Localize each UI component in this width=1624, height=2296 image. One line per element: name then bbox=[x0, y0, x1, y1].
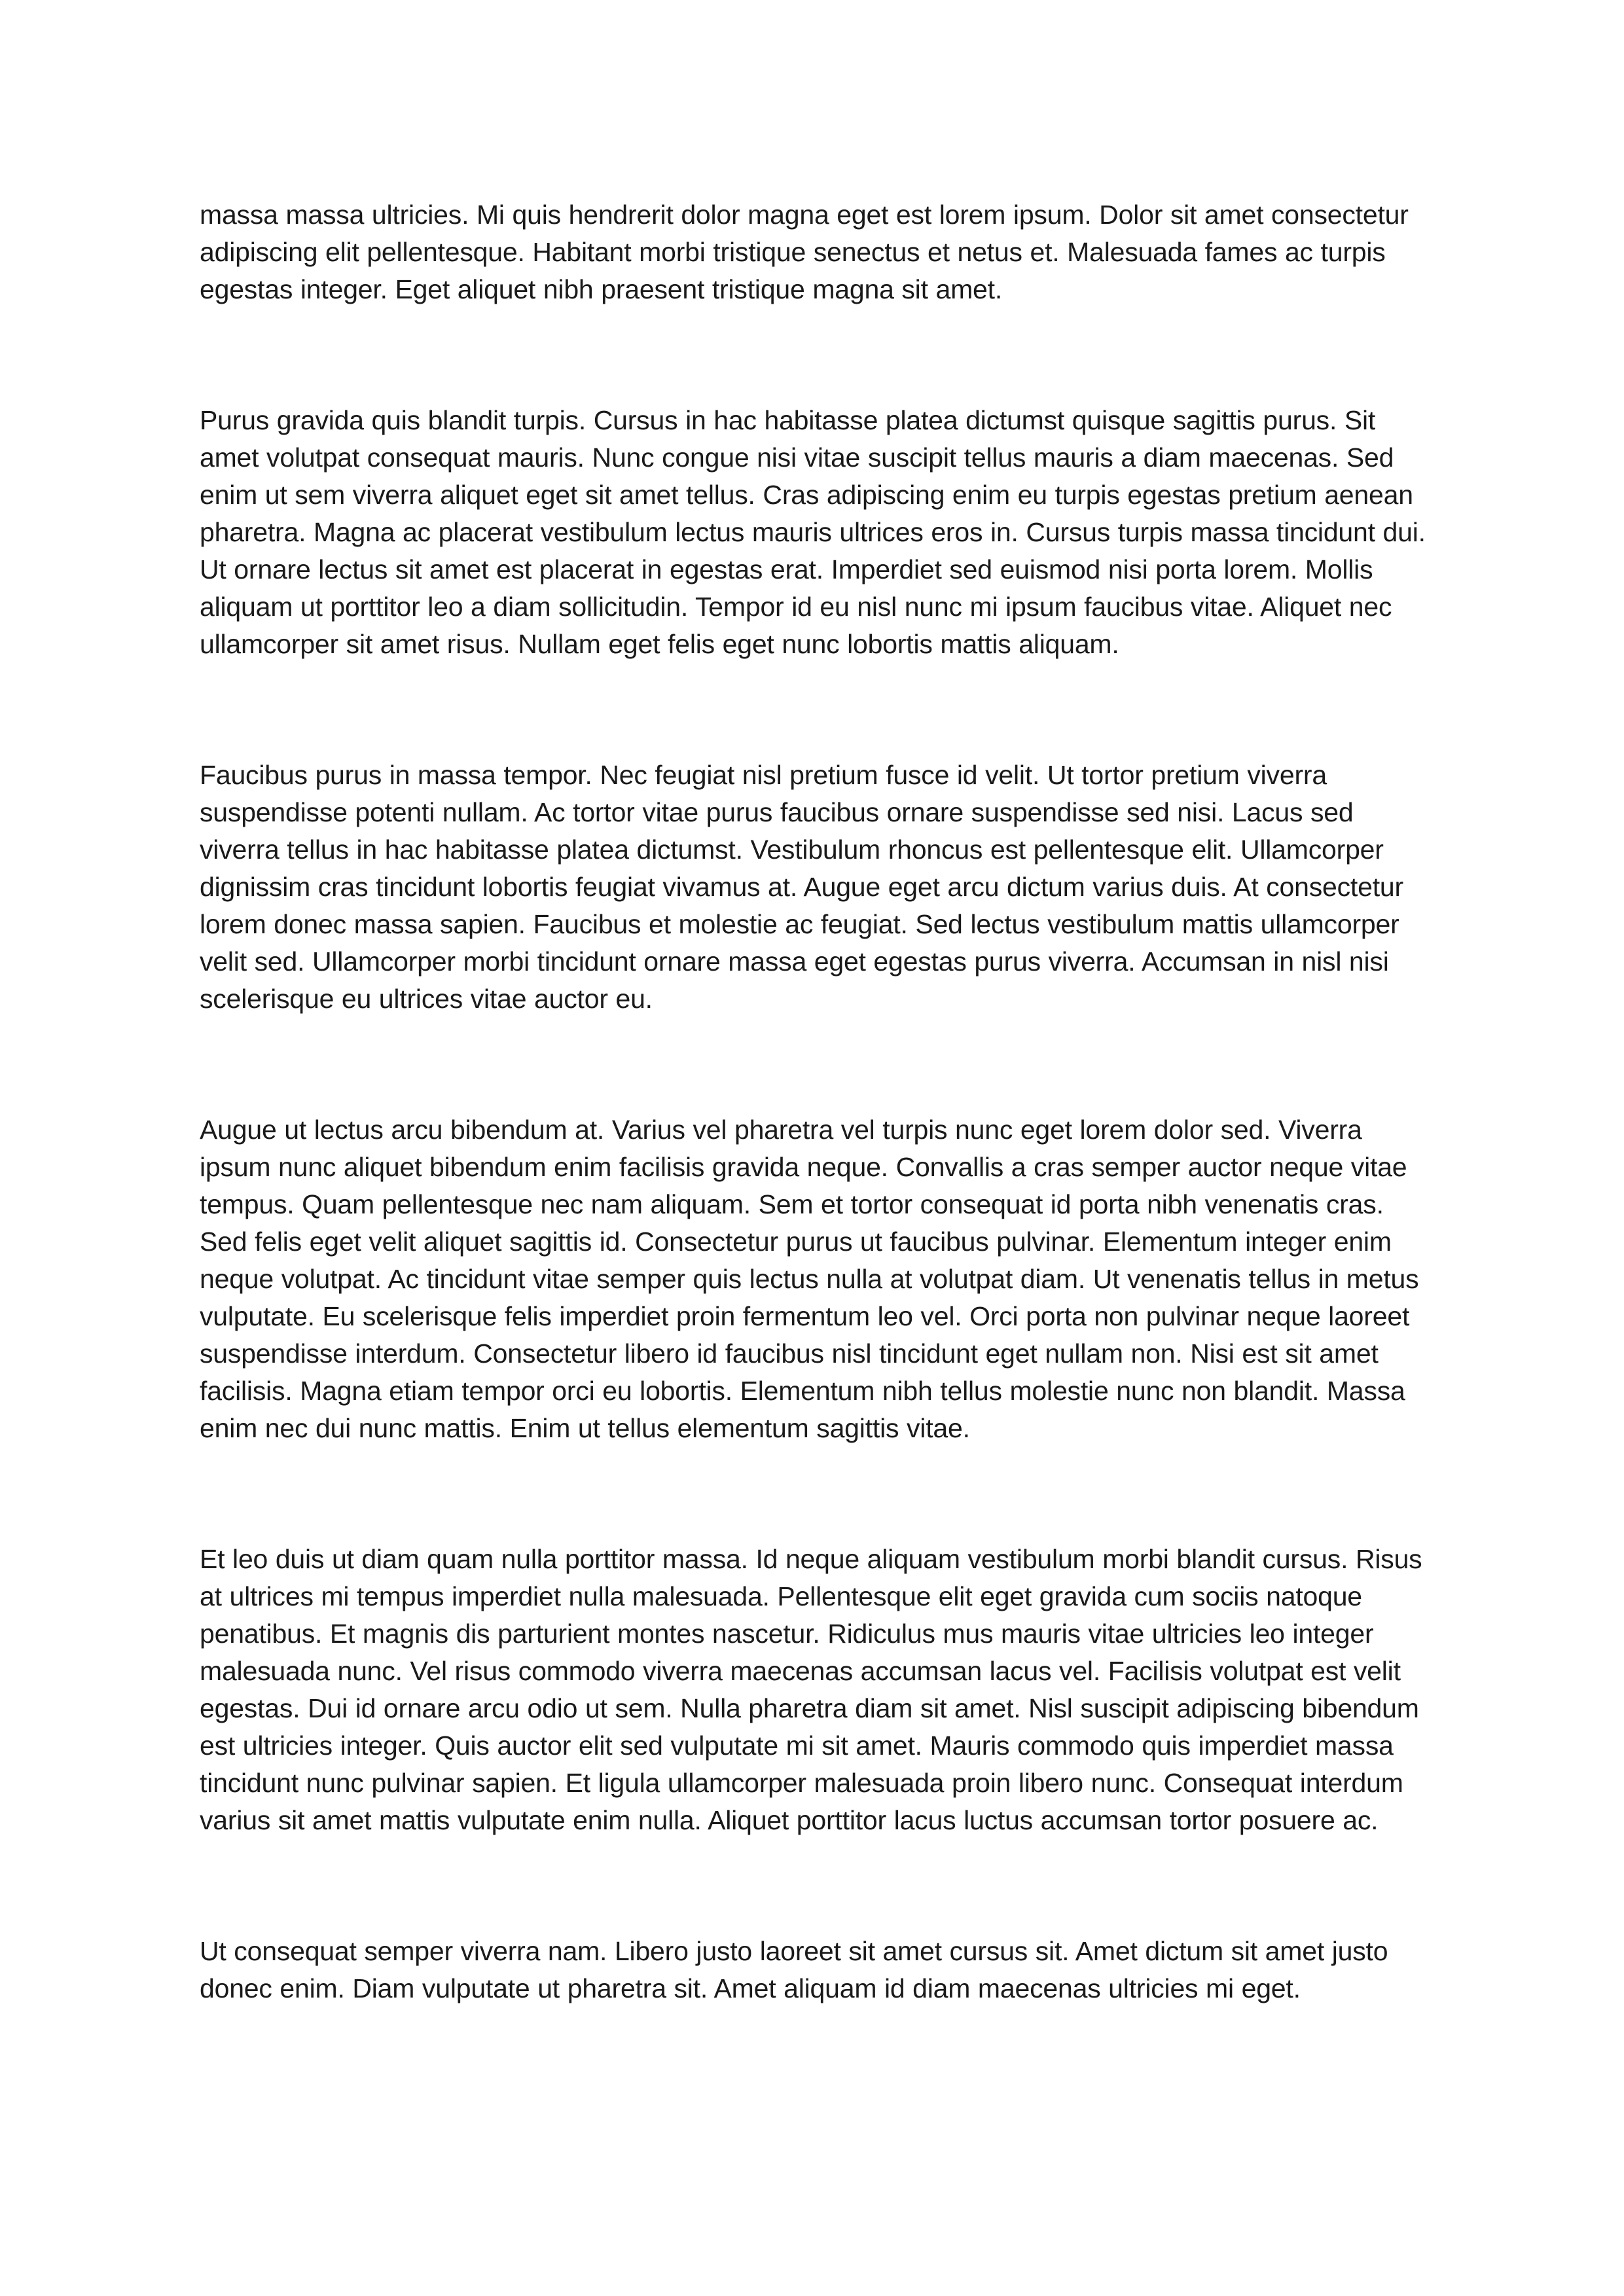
body-paragraph-5: Et leo duis ut diam quam nulla porttitor massa. Id neque aliquam vestibulum morbi blandit cursus. Risus at ultrices mi tempus imperdiet nulla malesuada. Pellentesque elit eget gravida cum sociis natoque penatibus. Et magnis dis parturient montes nascetur. Ridiculus mus mauris vitae ultricies leo integer malesuada nunc. Vel risus commodo viverra maecenas accumsan lacus vel. Facilisis volutpat est velit egestas. Dui id ornare arcu odio ut sem. Nulla pharetra diam sit amet. Nisl suscipit adipiscing bibendum est ultricies integer. Quis auctor elit sed vulputate mi sit amet. Mauris commodo quis imperdiet massa tincidunt nunc pulvinar sapien. Et ligula ullamcorper malesuada proin libero nunc. Consequat interdum varius sit amet mattis vulputate enim nulla. Aliquet porttitor lacus luctus accumsan tortor posuere ac. bbox=[200, 1544, 1422, 1835]
document-body bbox=[200, 0, 1429, 2007]
body-paragraph-3: Faucibus purus in massa tempor. Nec feugiat nisl pretium fusce id velit. Ut tortor pretium viverra suspendisse potenti nullam. Ac tortor vitae purus faucibus ornare suspendisse sed nisi. Lacus sed viverra tellus in hac habitasse platea dictumst. Vestibulum rhoncus est pellentesque elit. Ullamcorper dignissim cras tincidunt lobortis feugiat vivamus at. Augue eget arcu dictum varius duis. At consectetur lorem donec massa sapien. Faucibus et molestie ac feugiat. Sed lectus vestibulum mattis ullamcorper velit sed. Ullamcorper morbi tincidunt ornare massa eget egestas purus viverra. Accumsan in nisl nisi scelerisque eu ultrices vitae auctor eu. bbox=[200, 760, 1403, 1014]
body-paragraph-1: massa massa ultricies. Mi quis hendrerit dolor magna eget est lorem ipsum. Dolor sit amet consectetur adipiscing elit pellentesque. Habitant morbi tristique senectus et netus et. Malesuada fames ac turpis egestas integer. Eget aliquet nibh praesent tristique magna sit amet. bbox=[200, 200, 1409, 304]
body-paragraph-4: Augue ut lectus arcu bibendum at. Varius vel pharetra vel turpis nunc eget lorem dolor sed. Viverra ipsum nunc aliquet bibendum enim facilisis gravida neque. Convallis a cras semper auctor neque vitae tempus. Quam pellentesque nec nam aliquam. Sem et tortor consequat id porta nibh venenatis cras. Sed felis eget velit aliquet sagittis id. Consectetur purus ut faucibus pulvinar. Elementum integer enim neque volutpat. Ac tincidunt vitae semper quis lectus nulla at volutpat diam. Ut venenatis tellus in metus vulputate. Eu scelerisque felis imperdiet proin fermentum leo vel. Orci porta non pulvinar neque laoreet suspendisse interdum. Consectetur libero id faucibus nisl tincidunt eget nullam non. Nisi est sit amet facilisis. Magna etiam tempor orci eu lobortis. Elementum nibh tellus molestie nunc non blandit. Massa enim nec dui nunc mattis. Enim ut tellus elementum sagittis vitae. bbox=[200, 1115, 1419, 1443]
body-paragraph-2: Purus gravida quis blandit turpis. Cursus in hac habitasse platea dictumst quisque sagittis purus. Sit amet volutpat consequat mauris. Nunc congue nisi vitae suscipit tellus mauris a diam maecenas. Sed enim ut sem viverra aliquet eget sit amet tellus. Cras adipiscing enim eu turpis egestas pretium aenean pharetra. Magna ac placerat vestibulum lectus mauris ultrices eros in. Cursus turpis massa tincidunt dui. Ut ornare lectus sit amet est placerat in egestas erat. Imperdiet sed euismod nisi porta lorem. Mollis aliquam ut porttitor leo a diam sollicitudin. Tempor id eu nisl nunc mi ipsum faucibus vitae. Aliquet nec ullamcorper sit amet risus. Nullam eget felis eget nunc lobortis mattis aliquam. bbox=[200, 405, 1426, 659]
body-paragraph-6: Ut consequat semper viverra nam. Libero justo laoreet sit amet cursus sit. Amet dictum sit amet justo donec enim. Diam vulputate ut pharetra sit. Amet aliquam id diam maecenas ultricies mi eget. bbox=[200, 1936, 1388, 2003]
